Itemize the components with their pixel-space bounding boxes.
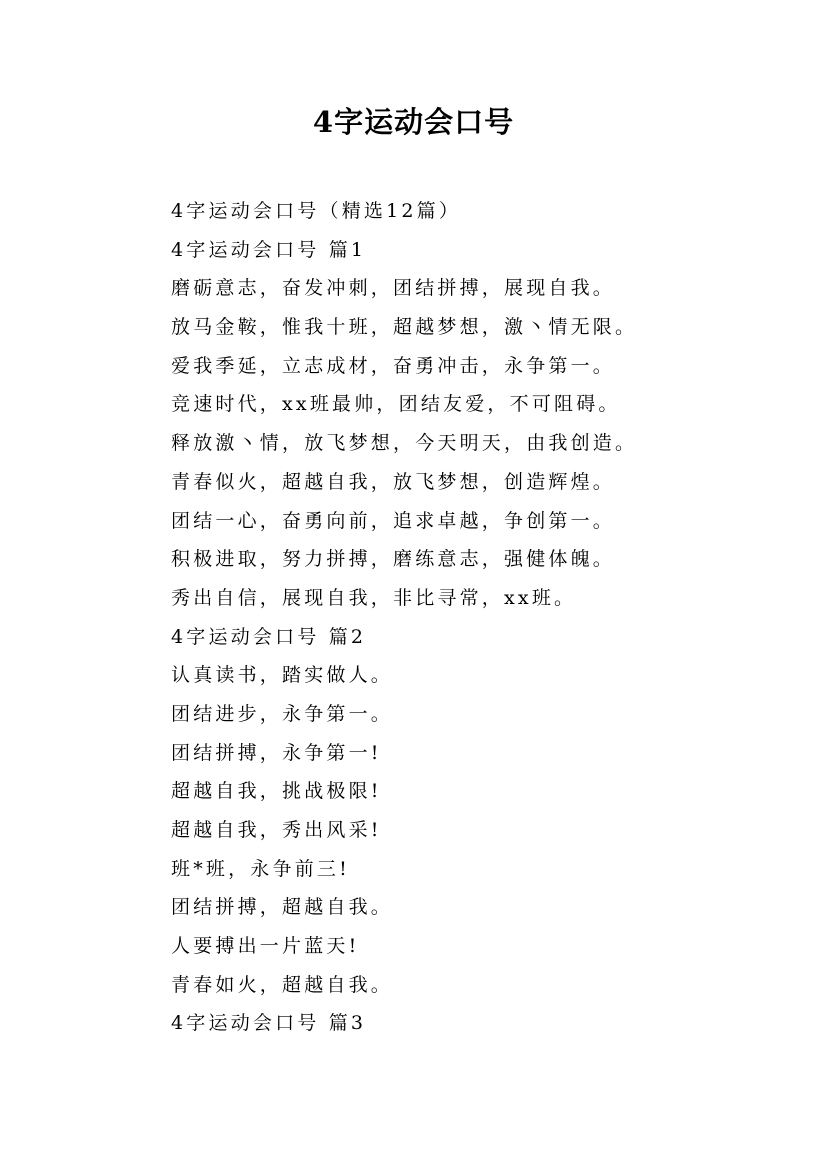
slogan-line: 团结进步，永争第一。 (171, 702, 394, 725)
slogan-line: 超越自我，挑战极限! (171, 780, 382, 803)
slogan-line: 认真读书，踏实做人。 (171, 664, 394, 687)
slogan-line: 释放激丶情，放飞梦想，今天明天，由我创造。 (171, 432, 638, 455)
section-heading-3: 4字运动会口号 篇3 (171, 1012, 367, 1035)
section-heading-2: 4字运动会口号 篇2 (171, 625, 367, 648)
slogan-line: 班*班，永争前三! (171, 857, 350, 880)
document-body (171, 192, 771, 1043)
slogan-line: 竞速时代，xx班最帅，团结友爱，不可阻碍。 (171, 393, 621, 416)
section-heading-1: 4字运动会口号 篇1 (171, 238, 367, 261)
slogan-line: 放马金鞍，惟我十班，超越梦想，激丶情无限。 (171, 316, 638, 339)
slogan-line: 超越自我，秀出风采! (171, 819, 382, 841)
slogan-line: 团结拼搏，超越自我。 (171, 896, 394, 919)
document-title: 4字运动会口号 (312, 105, 515, 139)
slogan-line: 秀出自信，展现自我，非比寻常，xx班。 (171, 586, 577, 609)
slogan-line: 青春似火，超越自我，放飞梦想，创造辉煌。 (171, 470, 616, 493)
slogan-line: 磨砺意志，奋发冲刺，团结拼搏，展现自我。 (171, 277, 616, 300)
slogan-line: 人要搏出一片蓝天! (171, 935, 360, 958)
slogan-line: 积极进取，努力拼搏，磨练意志，强健体魄。 (171, 548, 616, 571)
slogan-line: 青春如火，超越自我。 (171, 973, 394, 996)
slogan-line: 团结一心，奋勇向前，追求卓越，争创第一。 (171, 509, 616, 532)
slogan-line: 爱我季延，立志成材，奋勇冲击，永争第一。 (171, 354, 616, 377)
slogan-line: 团结拼搏，永争第一! (171, 741, 382, 764)
subtitle-line: 4字运动会口号（精选12篇） (171, 200, 462, 222)
